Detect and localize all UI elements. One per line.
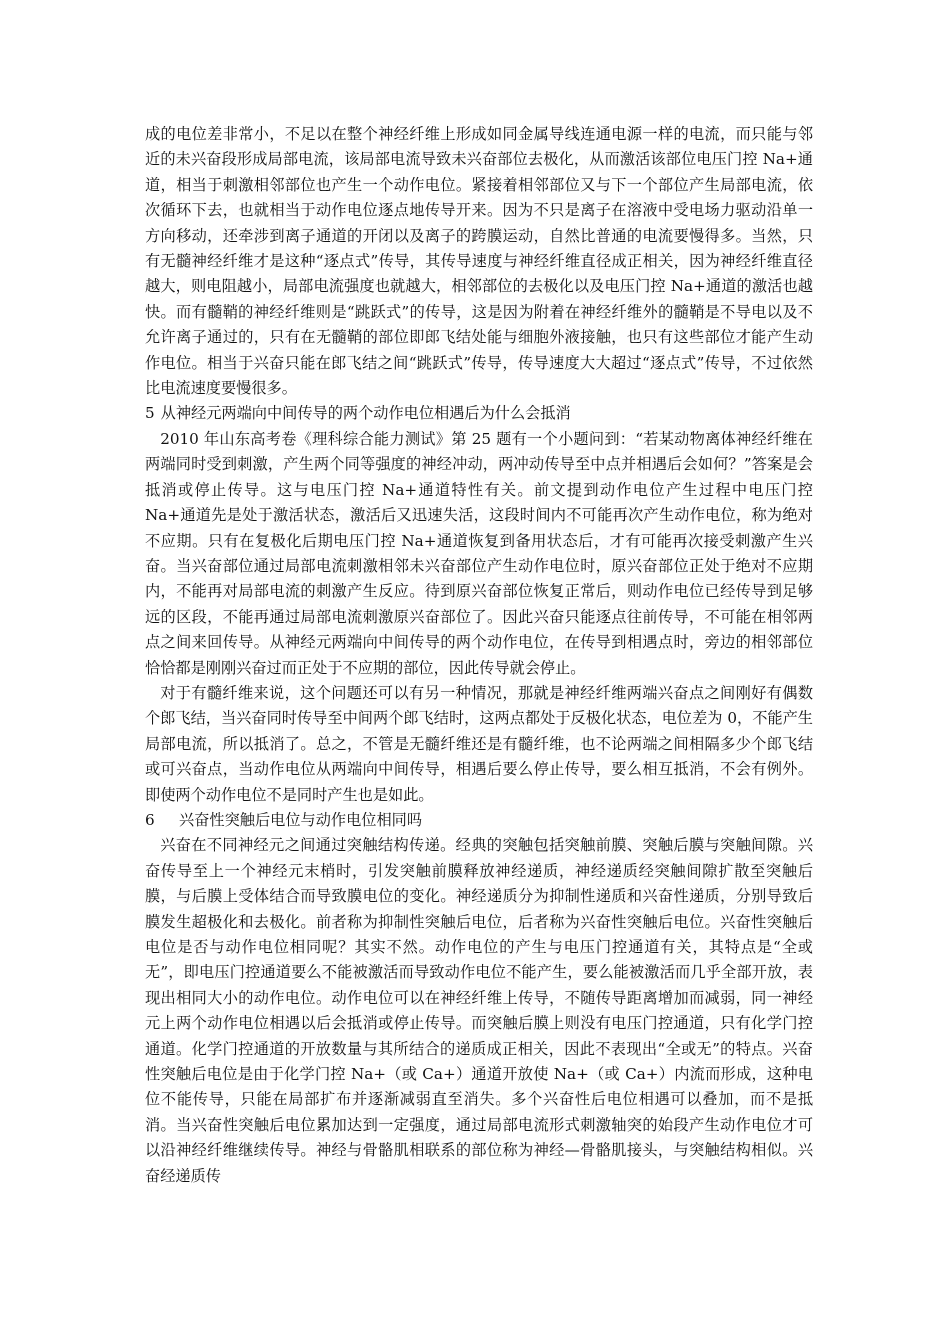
section-number-5: 5 [145, 404, 155, 423]
section-title-5: 从神经元两端向中间传导的两个动作电位相遇后为什么会抵消 [160, 404, 571, 423]
section-number-6: 6 [145, 810, 155, 829]
paragraph-3: 对于有髓纤维来说，这个问题还可以有另一种情况，那就是神经纤维两端兴奋点之间刚好有偶数个郎飞结，当兴奋同时传导至中间两个郎飞结时，这两点都处于反极化状态，电位差为 0，不能产生局部电流，所以抵消了。总之，不管是无髓纤维还是有髓纤维，也不论两端之间相隔多少个郎飞结或可兴奋点，当动作电位从两端向中间传导，相遇后要么停止传导，要么相互抵消，不会有例外。即使两个动作电位不是同时产生也是如此。 [145, 683, 813, 804]
section-title-6: 兴奋性突触后电位与动作电位相同吗 [179, 810, 422, 829]
document-page [145, 122, 813, 1189]
section-heading-6 [145, 808, 813, 833]
section-heading-5 [145, 401, 813, 426]
paragraph-1: 成的电位差非常小，不足以在整个神经纤维上形成如同金属导线连通电源一样的电流，而只能与邻近的未兴奋段形成局部电流，该局部电流导致未兴奋部位去极化，从而激活该部位电压门控 Na+通道，相当于刺激相邻部位也产生一个动作电位。紧接着相邻部位又与下一个部位产生局部电流，依次循环下去，也就相当于动作电位逐点地传导开来。因为不只是离子在溶液中受电场力驱动沿单一方向移动，还牵涉到离子通道的开闭以及离子的跨膜运动，自然比普通的电流要慢得多。当然，只有无髓神经纤维才是这种“逐点式”传导，其传导速度与神经纤维直径成正相关，因为神经纤维直径越大，则电阻越小，局部电流强度也就越大，相邻部位的去极化以及电压门控 Na+通道的激活也越快。而有髓鞘的神经纤维则是“跳跃式”的传导，这是因为附着在神经纤维外的髓鞘是不导电以及不允许离子通过的，只有在无髓鞘的部位即郎飞结处能与细胞外液接触，也只有这些部位才能产生动作电位。相当于兴奋只能在郎飞结之间“跳跃式”传导，传导速度大大超过“逐点式”传导，不过依然比电流速度要慢很多。 [145, 125, 813, 398]
paragraph-4: 兴奋在不同神经元之间通过突触结构传递。经典的突触包括突触前膜、突触后膜与突触间隙。兴奋传导至上一个神经元末梢时，引发突触前膜释放神经递质，神经递质经突触间隙扩散至突触后膜，与后膜上受体结合而导致膜电位的变化。神经递质分为抑制性递质和兴奋性递质，分别导致后膜发生超极化和去极化。前者称为抑制性突触后电位，后者称为兴奋性突触后电位。兴奋性突触后电位是否与动作电位相同呢？其实不然。动作电位的产生与电压门控通道有关，其特点是“全或无”，即电压门控通道要么不能被激活而导致动作电位不能产生，要么能被激活而几乎全部开放，表现出相同大小的动作电位。动作电位可以在神经纤维上传导，不随传导距离增加而减弱，同一神经元上两个动作电位相遇以后会抵消或停止传导。而突触后膜上则没有电压门控通道，只有化学门控通道。化学门控通道的开放数量与其所结合的递质成正相关，因此不表现出“全或无”的特点。兴奋性突触后电位是由于化学门控 Na+（或 Ca+）通道开放使 Na+（或 Ca+）内流而形成，这种电位不能传导，只能在局部扩布并逐渐减弱直至消失。多个兴奋性后电位相遇可以叠加，而不是抵消。当兴奋性突触后电位累加达到一定强度，通过局部电流形式刺激轴突的始段产生动作电位才可以沿神经纤维继续传导。神经与骨骼肌相联系的部位称为神经—骨骼肌接头，与突触结构相似。兴奋经递质传 [145, 836, 813, 1185]
paragraph-2: 2010 年山东高考卷《理科综合能力测试》第 25 题有一个小题问到：“若某动物离体神经纤维在两端同时受到刺激，产生两个同等强度的神经冲动，两冲动传导至中点并相遇后会如何？”答案是会抵消或停止传导。这与电压门控 Na+通道特性有关。前文提到动作电位产生过程中电压门控 Na+通道先是处于激活状态，激活后又迅速失活，这段时间内不可能再次产生动作电位，称为绝对不应期。只有在复极化后期电压门控 Na+通道恢复到备用状态后，才有可能再次接受刺激产生兴奋。当兴奋部位通过局部电流刺激相邻未兴奋部位产生动作电位时，原兴奋部位正处于绝对不应期内，不能再对局部电流的刺激产生反应。待到原兴奋部位恢复正常后，则动作电位已经传导到足够远的区段，不能再通过局部电流刺激原兴奋部位了。因此兴奋只能逐点往前传导，不可能在相邻两点之间来回传导。从神经元两端向中间传导的两个动作电位，在传导到相遇点时，旁边的相邻部位恰恰都是刚刚兴奋过而正处于不应期的部位，因此传导就会停止。 [145, 429, 813, 677]
